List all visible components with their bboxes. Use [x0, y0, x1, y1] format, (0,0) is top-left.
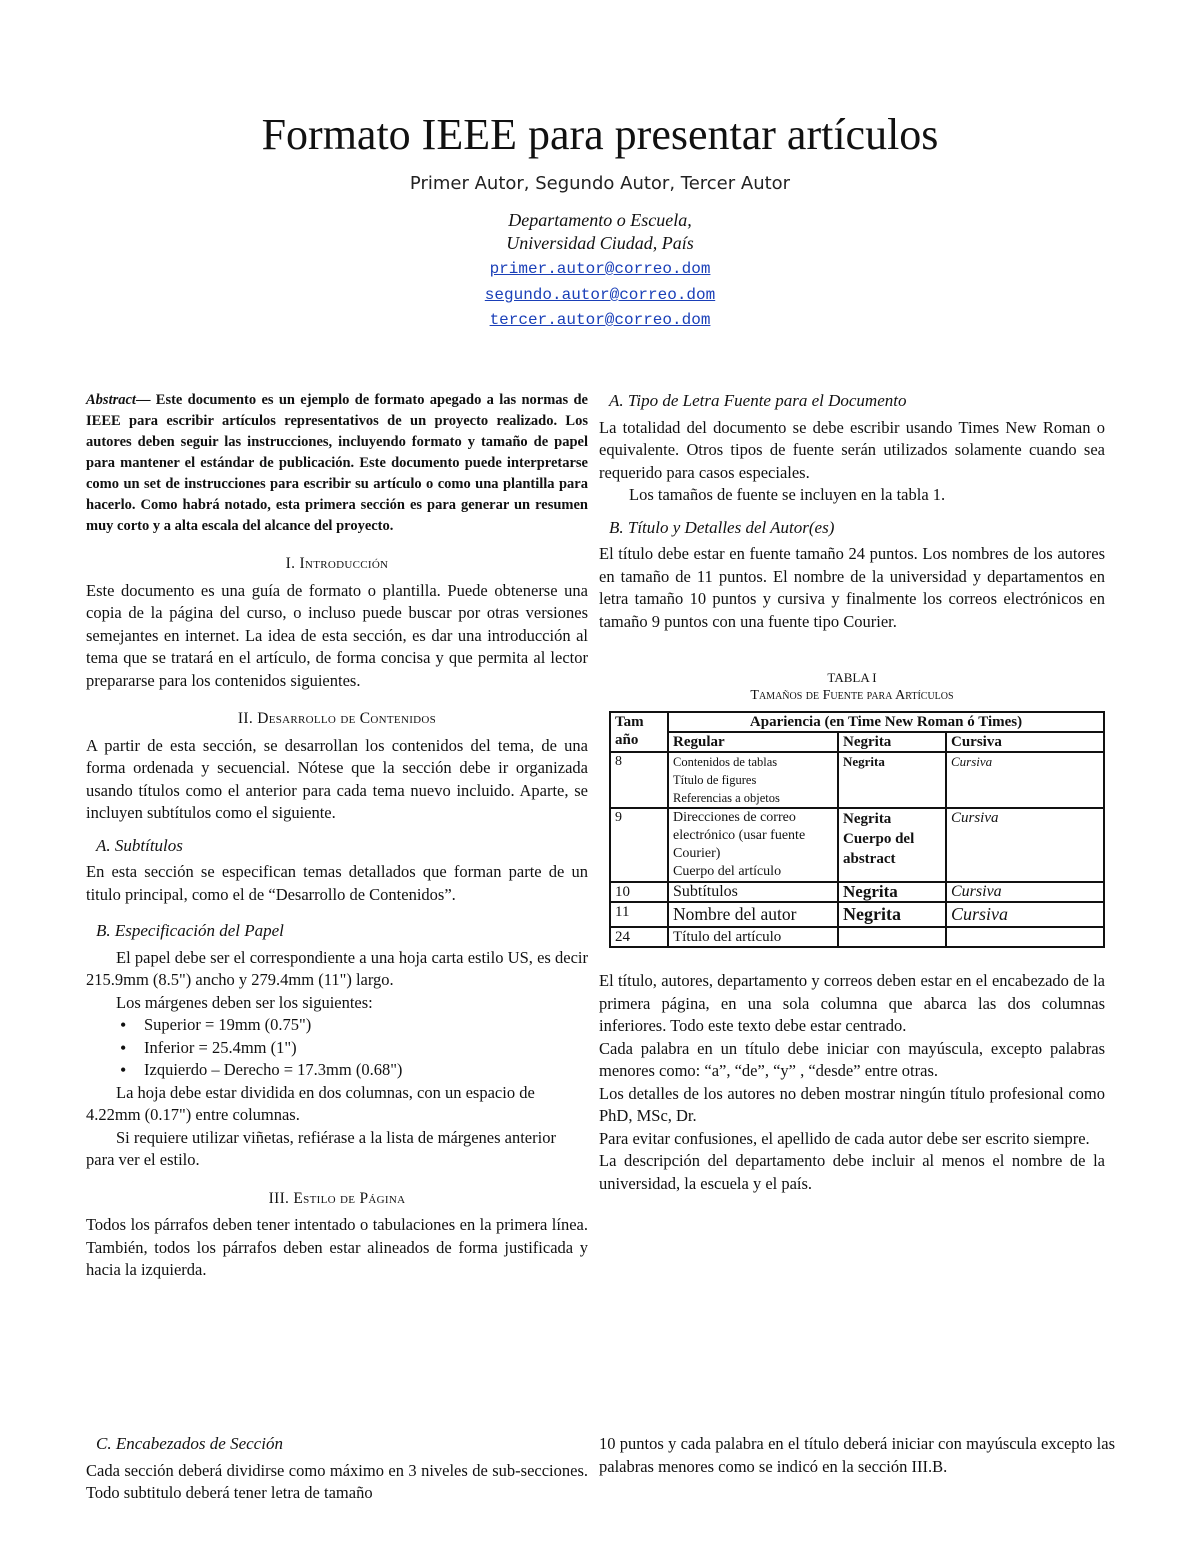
- table-row: [610, 752, 1104, 808]
- paragraph: El título debe estar en fuente tamaño 24 puntos. Los nombres de los autores en tamaño de 11 puntos. El nombre de la universidad y departamentos en letra tamaño 10 puntos y cursiva y finalmente los correos electrónicos en tamaño 9 puntos con una fuente tipo Courier.: [599, 544, 1105, 631]
- table-cell: 8: [610, 752, 668, 808]
- paragraph: 10 puntos y cada palabra en el título deberá iniciar con mayúscula excepto las palabras menores como se indicó en la sección III.B.: [599, 1434, 1115, 1476]
- paragraph: A partir de esta sección, se desarrollan los contenidos del tema, de una forma ordenada y secuencial. Nótese que la sección debe ir organizada usando títulos como el anterior para cada tema nuevo incluido. Aparte, se incluyen subtítulos como el siguiente.: [86, 735, 588, 822]
- list-item: • Inferior = 25.4mm (1"): [144, 1037, 588, 1060]
- abstract-label: Abstract: [86, 392, 136, 408]
- paragraph: Este documento es una guía de formato o plantilla. Puede obtenerse una copia de la página del curso, o incluso puede buscar por otras versiones semejantes en internet. La idea de esta sección, es dar una introducción al tema que se tratará en el artículo, de forma concisa y que permita al lector prepararse para los contenidos siguientes.: [86, 580, 588, 690]
- email-link[interactable]: tercer.autor@correo.dom: [489, 311, 711, 329]
- table-label: TABLA I: [827, 670, 877, 685]
- table-header: Negrita: [838, 732, 946, 752]
- table-cell: 10: [610, 882, 668, 902]
- paragraph: La hoja debe estar dividida en dos columnas, con un espacio de 4.22mm (0.17") entre columnas.: [86, 1082, 535, 1124]
- right-column: [599, 390, 1105, 1195]
- paragraph: Los tamaños de fuente se incluyen en la tabla 1.: [629, 485, 946, 504]
- table-cell: [838, 927, 946, 947]
- table-cell: Cursiva: [946, 752, 1104, 808]
- table-cell: Negrita: [838, 882, 946, 902]
- left-column: [86, 390, 588, 1282]
- table-row: [610, 882, 1104, 902]
- table-header: Tam año: [610, 712, 668, 752]
- right-column-bottom: [599, 1433, 1115, 1478]
- paragraph: Si requiere utilizar viñetas, refiérase a la lista de márgenes anterior para ver el estilo.: [86, 1127, 556, 1169]
- list-item: • Izquierdo – Derecho = 17.3mm (0.68"): [144, 1059, 588, 1082]
- paragraph: El título, autores, departamento y correos deben estar en el encabezado de la primera página, en una sola columna que abarca las dos columnas inferiores. Todo este texto debe estar centrado.: [599, 971, 1105, 1035]
- table-cell: Subtítulos: [668, 882, 838, 902]
- table-header: Apariencia (en Time New Roman ó Times): [668, 712, 1104, 732]
- table-cell: Nombre del autor: [668, 902, 838, 927]
- table-cell: Cursiva: [946, 808, 1104, 882]
- paragraph: El papel debe ser el correspondiente a una hoja carta estilo US, es decir 215.9mm (8.5") ancho y 279.4mm (11") largo.: [86, 947, 588, 989]
- table-header: Cursiva: [946, 732, 1104, 752]
- section-heading: I. Introducción: [285, 555, 389, 572]
- table-cell: 9: [610, 808, 668, 882]
- paragraph: Para evitar confusiones, el apellido de cada autor debe ser escrito siempre.: [599, 1128, 1090, 1148]
- table-cell: Negrita: [838, 902, 946, 927]
- table-cell: 24: [610, 927, 668, 947]
- table-caption: Tamaños de Fuente para Artículos: [750, 688, 954, 703]
- table-row: [610, 927, 1104, 947]
- paragraph: Los detalles de los autores no deben mostrar ningún título profesional como PhD, MSc, Dr.: [599, 1083, 1105, 1125]
- paragraph: Todos los párrafos deben tener intentado o tabulaciones en la primera línea. También, todos los párrafos deben estar alineados de forma justificada y hacia la izquierda.: [86, 1215, 588, 1279]
- subsection-heading: A. Subtítulos: [96, 835, 183, 855]
- table-cell: Negrita: [838, 752, 946, 808]
- section-heading: III. Estilo de Página: [268, 1189, 406, 1207]
- table-cell: [946, 927, 1104, 947]
- department: Departamento o Escuela,: [508, 210, 692, 230]
- table-cell: Cursiva: [946, 882, 1104, 902]
- table-header: Regular: [668, 732, 838, 752]
- margin-list: [86, 1014, 588, 1082]
- subsection-heading: B. Especificación del Papel: [96, 921, 284, 940]
- left-column-bottom: [86, 1433, 588, 1505]
- table-row: [610, 902, 1104, 927]
- paragraph: Cada sección deberá dividirse como máximo en 3 niveles de sub-secciones. Todo subtitulo deberá tener letra de tamaño: [86, 1460, 588, 1502]
- paragraph: La totalidad del documento se debe escribir usando Times New Roman o equivalente. Otros tipos de fuente serán utilizados solamente cuando sea requerido para casos especiales.: [599, 417, 1105, 482]
- table-cell: Direcciones de correo electrónico (usar fuente Courier) Cuerpo del artículo: [668, 808, 838, 882]
- list-item: • Superior = 19mm (0.75"): [144, 1014, 588, 1037]
- abstract-text: — Este documento es un ejemplo de formato apegado a las normas de IEEE para escribir artículos representativos de un proyecto realizado. Los autores deben seguir las instrucciones, incluyendo formato y tamaño de papel para mantener el estándar de publicación. Este documento puede interpretarse como un set de instrucciones para escribir su artículo o como una plantilla para hacerlo. Como habrá notado, esta primera sección es para generar un resumen muy corto y a alta escala del alcance del proyecto.: [86, 392, 588, 534]
- university: Universidad Ciudad, País: [506, 233, 694, 253]
- table-cell: Título del artículo: [668, 927, 838, 947]
- abstract: [86, 390, 588, 537]
- table-cell: Cursiva: [946, 902, 1104, 927]
- paragraph: Los márgenes deben ser los siguientes:: [116, 992, 373, 1012]
- paper-title: Formato IEEE para presentar artículos: [261, 110, 939, 159]
- paragraph: La descripción del departamento debe incluir al menos el nombre de la universidad, la escuela y el país.: [599, 1151, 1105, 1193]
- subsection-heading: B. Título y Detalles del Autor(es): [609, 517, 835, 537]
- paragraph: En esta sección se especifican temas detallados que forman parte de un titulo principal, como el de “Desarrollo de Contenidos”.: [86, 862, 588, 904]
- table-cell: Negrita Cuerpo del abstract: [838, 808, 946, 882]
- font-size-table: [609, 711, 1105, 948]
- table-row: [610, 808, 1104, 882]
- table-cell: 11: [610, 902, 668, 927]
- email-link[interactable]: segundo.autor@correo.dom: [484, 286, 716, 304]
- subsection-heading: A. Tipo de Letra Fuente para el Documento: [609, 391, 907, 410]
- email-link[interactable]: primer.autor@correo.dom: [489, 260, 711, 278]
- paragraph: Cada palabra en un título debe iniciar con mayúscula, excepto palabras menores como: “a”, “de”, “y” , “desde” entre otras.: [599, 1038, 1105, 1080]
- author-list: Primer Autor, Segundo Autor, Tercer Autor: [409, 173, 791, 194]
- subsection-heading: C. Encabezados de Sección: [96, 1434, 283, 1453]
- table-cell: Contenidos de tablas Título de figures Referencias a objetos: [668, 752, 838, 808]
- section-heading: II. Desarrollo de Contenidos: [237, 710, 437, 727]
